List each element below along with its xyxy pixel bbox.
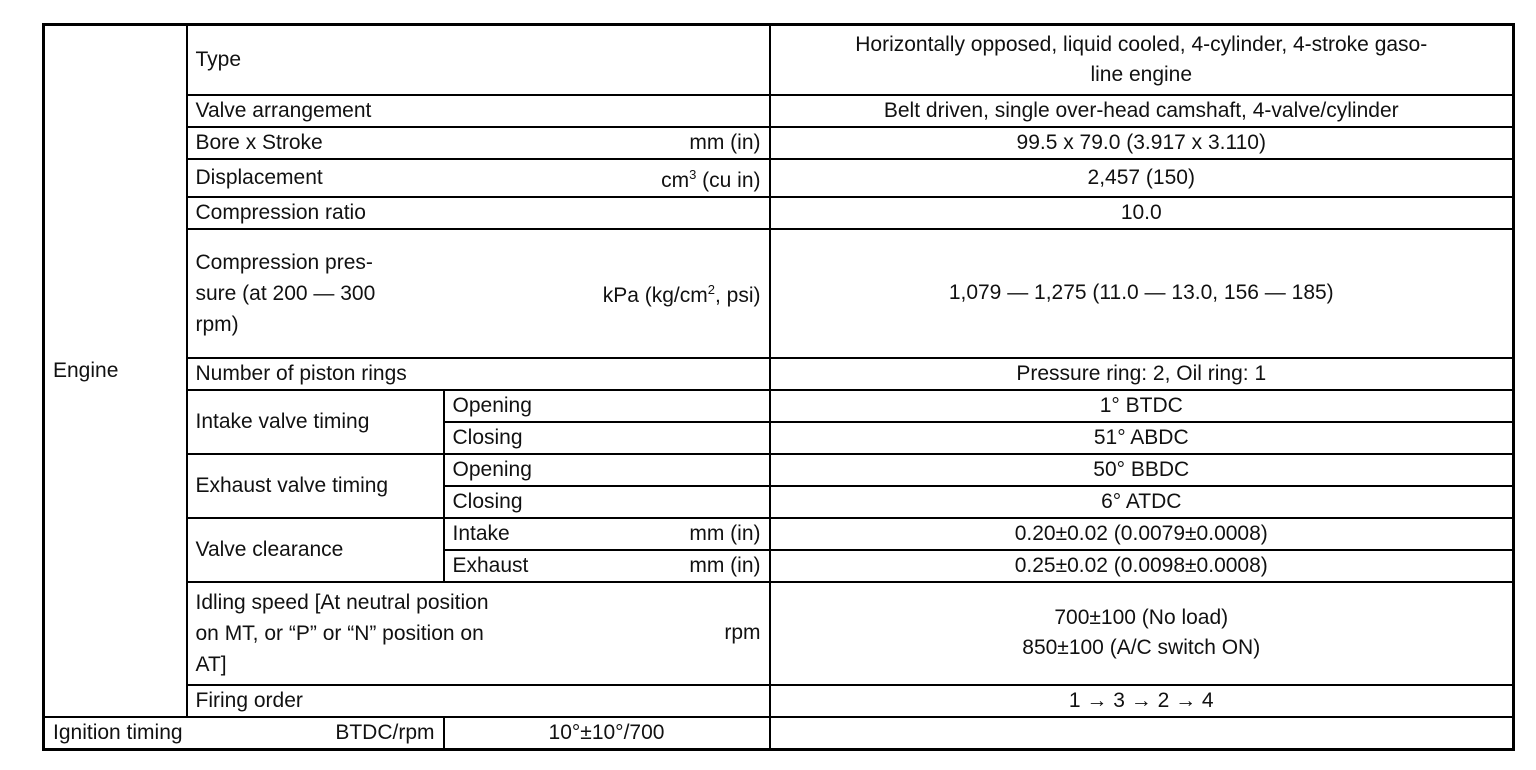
type-value-line2: line engine — [1090, 62, 1193, 86]
valve-arrangement-value: Belt driven, single over-head camshaft, 4-valve/cylinder — [770, 95, 1514, 127]
type-value-line1: Horizontally opposed, liquid cooled, 4-cylinder, 4-stroke gaso- — [855, 32, 1428, 56]
row-exhaust-opening — [44, 454, 1514, 486]
idling-speed-label-line1: Idling speed [At neutral position — [195, 590, 489, 614]
clearance-intake-cell — [444, 518, 770, 550]
row-ignition-timing — [44, 717, 1514, 750]
exhaust-valve-timing-label: Exhaust valve timing — [187, 454, 444, 518]
idling-speed-label-line2: on MT, or “P” or “N” position on — [195, 621, 484, 645]
row-displacement — [44, 159, 1514, 197]
row-compression-ratio — [44, 197, 1514, 229]
ignition-timing-label: Ignition timing — [53, 720, 183, 744]
valve-clearance-label: Valve clearance — [187, 518, 444, 582]
idling-speed-value — [770, 582, 1514, 685]
bore-stroke-label: Bore x Stroke — [195, 130, 323, 154]
intake-closing-value: 51° ABDC — [770, 422, 1514, 454]
ignition-timing-value: 10°±10°/700 — [444, 717, 770, 750]
compression-pressure-label-line3: rpm) — [195, 312, 239, 336]
compression-pressure-unit-pre: kPa (kg/cm — [602, 284, 708, 307]
exhaust-opening-label: Opening — [444, 454, 770, 486]
idling-speed-cell — [187, 582, 770, 685]
firing-order-label: Firing order — [187, 685, 770, 717]
compression-pressure-unit-sup: 2 — [707, 282, 715, 297]
compression-pressure-unit — [603, 275, 761, 311]
piston-rings-value: Pressure ring: 2, Oil ring: 1 — [770, 358, 1514, 390]
row-intake-opening — [44, 390, 1514, 422]
valve-arrangement-label: Valve arrangement — [187, 95, 770, 127]
bore-stroke-value: 99.5 x 79.0 (3.917 x 3.110) — [770, 127, 1514, 159]
compression-pressure-label-line2: sure (at 200 — 300 — [195, 281, 376, 305]
intake-opening-label: Opening — [444, 390, 770, 422]
type-label: Type — [187, 25, 770, 95]
compression-ratio-value: 10.0 — [770, 197, 1514, 229]
clearance-exhaust-cell — [444, 550, 770, 582]
displacement-unit — [661, 160, 760, 196]
idling-speed-label-line3: AT] — [195, 652, 227, 676]
exhaust-closing-value: 6° ATDC — [770, 486, 1514, 518]
row-idling-speed — [44, 582, 1514, 685]
idling-speed-value-line1: 700±100 (No load) — [1054, 606, 1229, 629]
clearance-exhaust-unit: mm (in) — [689, 553, 761, 577]
row-clearance-intake — [44, 518, 1514, 550]
idling-speed-unit: rpm — [724, 621, 761, 644]
row-piston-rings — [44, 358, 1514, 390]
displacement-unit-sup: 3 — [689, 166, 697, 182]
piston-rings-label: Number of piston rings — [187, 358, 770, 390]
row-bore-stroke — [44, 127, 1514, 159]
row-compression-pressure — [44, 229, 1514, 358]
compression-pressure-cell — [187, 229, 770, 358]
bore-stroke-cell — [187, 127, 770, 159]
compression-pressure-unit-post: , psi) — [714, 284, 761, 307]
exhaust-closing-label: Closing — [444, 486, 770, 518]
exhaust-opening-value: 50° BBDC — [770, 454, 1514, 486]
ignition-timing-cell — [44, 717, 444, 750]
displacement-unit-post: (cu in) — [696, 168, 761, 192]
intake-closing-label: Closing — [444, 422, 770, 454]
compression-pressure-label-line1: Compression pres- — [195, 250, 373, 274]
clearance-exhaust-label: Exhaust — [452, 553, 529, 577]
clearance-intake-label: Intake — [452, 521, 510, 545]
displacement-label: Displacement — [195, 165, 323, 189]
firing-order-value: 1 → 3 → 2 → 4 — [770, 685, 1514, 717]
idling-speed-label — [196, 587, 725, 680]
compression-ratio-label: Compression ratio — [187, 197, 770, 229]
row-type — [44, 25, 1514, 95]
bore-stroke-unit: mm (in) — [689, 130, 761, 154]
type-value — [770, 25, 1514, 95]
idling-speed-value-line2: 850±100 (A/C switch ON) — [1022, 636, 1261, 659]
ignition-timing-unit: BTDC/rpm — [335, 720, 435, 744]
compression-pressure-value: 1,079 — 1,275 (11.0 — 13.0, 156 — 185) — [770, 229, 1514, 358]
row-valve-arrangement — [44, 95, 1514, 127]
intake-opening-value: 1° BTDC — [770, 390, 1514, 422]
displacement-cell — [187, 159, 770, 197]
row-firing-order — [44, 685, 1514, 717]
engine-spec-table — [42, 23, 1515, 751]
intake-valve-timing-label: Intake valve timing — [187, 390, 444, 454]
clearance-intake-value: 0.20±0.02 (0.0079±0.0008) — [770, 518, 1514, 550]
clearance-exhaust-value: 0.25±0.02 (0.0098±0.0008) — [770, 550, 1514, 582]
section-label: Engine — [44, 25, 187, 717]
displacement-unit-pre: cm — [661, 168, 690, 192]
compression-pressure-label — [196, 247, 603, 340]
displacement-value: 2,457 (150) — [770, 159, 1514, 197]
clearance-intake-unit: mm (in) — [689, 521, 761, 545]
